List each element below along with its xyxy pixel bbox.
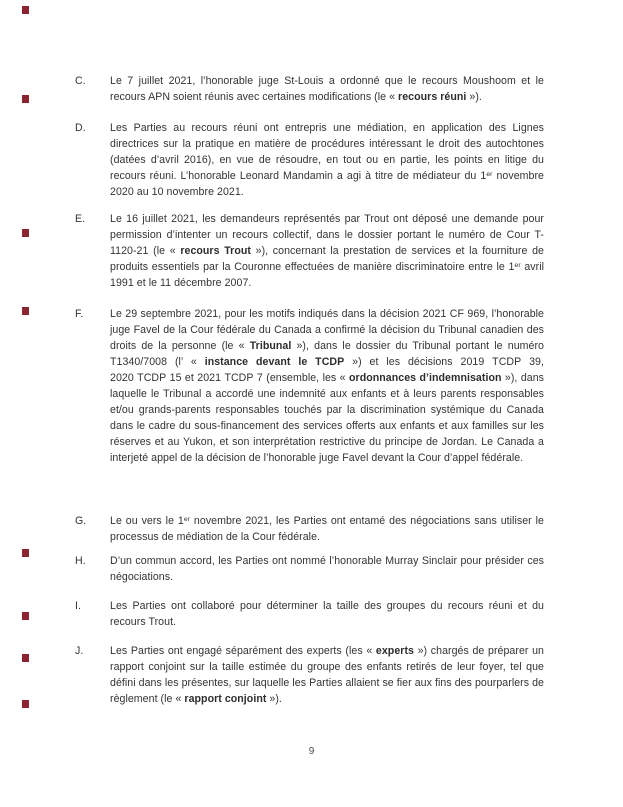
- margin-revision-marker: [22, 307, 29, 315]
- legal-paragraph: [75, 598, 546, 630]
- text-run: Le 7 juillet 2021, l’honorable juge St-Louis a ordonné que le recours Moushoom et le recours APN soient réunis avec certaines modifications (le «: [110, 75, 544, 103]
- text-run: Le 29 septembre 2021, pour les motifs indiqués dans la décision 2021 CF 969, l’honorable juge Favel de la Cour fédérale du Canada a confirmé la décision du Tribunal canadien des droits de la personne (le «: [110, 308, 544, 352]
- margin-revision-marker: [22, 700, 29, 708]
- paragraph-text: [110, 306, 544, 466]
- text-run: Le ou vers le 1: [110, 515, 184, 527]
- paragraph-label: H.: [75, 555, 86, 567]
- margin-revision-marker: [22, 654, 29, 662]
- margin-revision-marker: [22, 6, 29, 14]
- paragraph-text: [110, 211, 544, 291]
- ordinal-superscript: er: [514, 261, 521, 269]
- margin-revision-marker: [22, 549, 29, 557]
- margin-revision-marker: [22, 95, 29, 103]
- defined-term: experts: [375, 645, 414, 657]
- paragraph-label: G.: [75, 515, 87, 527]
- legal-paragraph: [75, 120, 546, 200]
- ordinal-superscript: er: [486, 170, 493, 178]
- text-run: Le 16 juillet 2021, les demandeurs représentés par Trout ont déposé une demande pour permission d’intenter un recours collectif, dans le dossier portant le numéro de Cour T-1120-21 (le «: [110, 213, 544, 257]
- defined-term: ordonnances d’indemnisation: [349, 372, 502, 384]
- legal-paragraph: [75, 73, 546, 105]
- text-run: Les Parties au recours réuni ont entrepris une médiation, en application des Lignes directrices sur la pratique en matière de procédures intéressant le droit des autochtones (datées d’avril 2016), en vue de résoudre, en tout ou en partie, les points en litige du recours réuni. L’honorable Leonard Mandamin a agi à titre de médiateur du 1: [110, 122, 544, 182]
- text-run: ») et les décisions 2019 TCDP 39, 2020 TCDP 15 et 2021 TCDP 7 (ensemble, les «: [110, 356, 544, 384]
- paragraph-text: [110, 598, 544, 630]
- defined-term: rapport conjoint: [184, 693, 267, 705]
- text-run: avril 1991 et le 11 décembre 2007.: [110, 261, 545, 289]
- legal-paragraph: [75, 306, 546, 466]
- text-run: D’un commun accord, les Parties ont nommé l’honorable Murray Sinclair pour présider ces négociations.: [110, 555, 544, 583]
- text-run: »), dans le dossier du Tribunal portant le numéro T1340/7008 (l’ «: [110, 340, 544, 368]
- paragraph-text: [110, 643, 544, 707]
- text-run: novembre 2021, les Parties ont entamé des négociations sans utiliser le processus de médiation de la Cour fédérale.: [110, 515, 544, 543]
- paragraph-label: D.: [75, 122, 86, 134]
- legal-paragraph: [75, 211, 546, 291]
- legal-paragraph: [75, 643, 546, 707]
- paragraph-text: [110, 553, 544, 585]
- margin-revision-marker: [22, 229, 29, 237]
- text-run: novembre 2020 au 10 novembre 2021.: [110, 170, 544, 198]
- defined-term: recours Trout: [180, 245, 251, 257]
- text-run: »), dans laquelle le Tribunal a accordé une indemnité aux enfants et à leurs parents responsables et/ou grands-parents responsables touchés par la discrimination systémique du Canada dans le cadre du sous-financement des services offerts aux enfants et aux familles sur les réserves et au Yukon, et son interprétation restrictive du principe de Jordan. Le Canada a interjeté appel de la décision de l’honorable juge Favel devant la Cour d’appel fédérale.: [110, 372, 544, 464]
- page-number: 9: [308, 746, 315, 757]
- text-run: »).: [466, 91, 482, 103]
- paragraph-label: E.: [75, 213, 86, 225]
- text-run: »).: [266, 693, 282, 705]
- defined-term: instance devant le TCDP: [204, 356, 345, 368]
- paragraph-text: [110, 513, 544, 545]
- legal-paragraph: [75, 553, 546, 585]
- text-run: Les Parties ont engagé séparément des experts (les «: [110, 645, 376, 657]
- paragraph-text: [110, 73, 544, 105]
- ordinal-superscript: er: [183, 515, 191, 523]
- paragraph-label: C.: [75, 75, 86, 87]
- defined-term: Tribunal: [249, 340, 292, 352]
- text-run: ») chargés de préparer un rapport conjoint sur la taille estimée du groupe des enfants retirés de leur foyer, tel que défini dans les présentes, sur laquelle les Parties allaient se fier aux fins des pourparlers de règlement (le «: [110, 645, 544, 705]
- text-run: Les Parties ont collaboré pour déterminer la taille des groupes du recours réuni et du recours Trout.: [110, 600, 544, 628]
- paragraph-label: I.: [75, 600, 81, 612]
- legal-paragraph: [75, 513, 546, 545]
- margin-revision-marker: [22, 612, 29, 620]
- paragraph-label: J.: [75, 645, 84, 657]
- paragraph-text: [110, 120, 544, 200]
- paragraph-label: F.: [75, 308, 84, 320]
- defined-term: recours réuni: [398, 91, 467, 103]
- text-run: »), concernant la prestation de services et la fourniture de produits essentiels par la Couronne effectuées de manière discriminatoire entre le 1: [110, 245, 544, 273]
